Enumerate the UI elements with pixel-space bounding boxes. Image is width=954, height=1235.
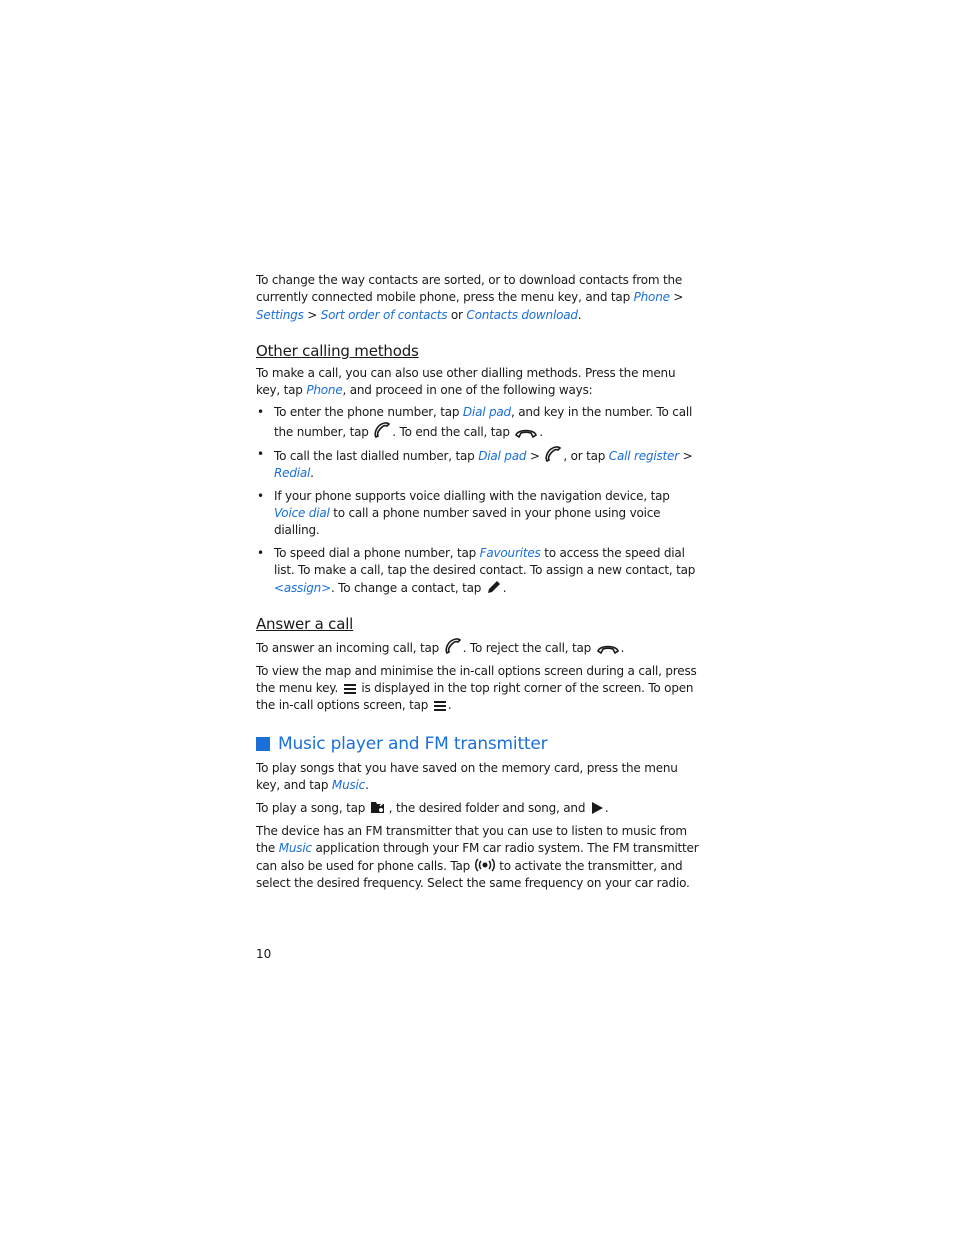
list-item: • To speed dial a phone number, tap Favourites to access the speed dial list. To make a call, tap the desired contact. To assign a new contact, tap <assign>. To change a contact, tap . <box>256 545 702 598</box>
content-column <box>256 272 702 898</box>
link-sort-order[interactable]: Sort order of contacts <box>320 307 448 322</box>
intro-paragraph: To change the way contacts are sorted, or to download contacts from the currently connected mobile phone, press the menu key, and tap Phone > Settings > Sort order of contacts or Contacts download. <box>256 273 684 322</box>
music-paragraph-2: To play a song, tap , the desired folder and song, and . <box>256 801 609 816</box>
link-music-2[interactable]: Music <box>278 840 312 855</box>
link-favourites[interactable]: Favourites <box>479 545 541 560</box>
link-phone[interactable]: Phone <box>633 290 670 305</box>
call-icon <box>444 638 462 655</box>
link-call-register[interactable]: Call register <box>608 449 679 464</box>
call-icon <box>373 422 391 439</box>
call-icon <box>544 446 562 463</box>
menu-icon <box>433 700 447 712</box>
end-call-icon <box>596 642 620 655</box>
music-paragraph-1: To play songs that you have saved on the memory card, press the menu key, and tap Music. <box>256 760 678 792</box>
answer-paragraph-1: To answer an incoming call, tap . To reject the call, tap . <box>256 638 702 657</box>
link-assign[interactable]: <assign> <box>274 581 331 596</box>
list-item: • To enter the phone number, tap Dial pad, and key in the number. To call the number, tap . To end the call, tap . <box>256 404 702 441</box>
link-dial-pad-2[interactable]: Dial pad <box>478 449 527 464</box>
music-paragraph-3: The device has an FM transmitter that you can use to listen to music from the Music application through your FM car radio system. The FM transmitter can also be used for phone calls. Tap to activate the transmitter, and select the desired frequency. Select the same frequency on your car radio. <box>256 823 699 891</box>
calling-methods-list <box>256 404 702 597</box>
heading-answer-a-call: Answer a call <box>256 615 354 634</box>
end-call-icon <box>514 426 538 439</box>
link-settings[interactable]: Settings <box>256 307 304 322</box>
page-number: 10 <box>256 947 272 961</box>
section-square-icon <box>256 737 270 751</box>
pencil-icon <box>486 579 502 595</box>
answer-paragraph-2: To view the map and minimise the in-call options screen during a call, press the menu key. is displayed in the top right corner of the screen. To open the in-call options screen, tap . <box>256 663 697 713</box>
list-item: • If your phone supports voice dialling with the navigation device, tap Voice dial to call a phone number saved in your phone using voice dialling. <box>256 488 702 540</box>
link-dial-pad[interactable]: Dial pad <box>462 405 511 420</box>
menu-icon <box>343 683 357 695</box>
link-voice-dial[interactable]: Voice dial <box>274 505 330 520</box>
fm-transmitter-icon <box>475 857 495 873</box>
music-folder-icon <box>370 799 388 815</box>
link-music[interactable]: Music <box>331 777 366 792</box>
link-contacts-download[interactable]: Contacts download <box>466 307 578 322</box>
heading-music-player: Music player and FM transmitter <box>256 733 702 755</box>
link-phone-2[interactable]: Phone <box>306 383 343 398</box>
play-icon <box>590 801 604 815</box>
heading-other-calling-methods: Other calling methods <box>256 341 419 360</box>
link-redial[interactable]: Redial <box>274 466 311 481</box>
list-item: • To call the last dialled number, tap Dial pad > , or tap Call register > Redial. <box>256 446 702 483</box>
other-intro-paragraph: To make a call, you can also use other dialling methods. Press the menu key, tap Phone, and proceed in one of the following ways: <box>256 365 676 398</box>
